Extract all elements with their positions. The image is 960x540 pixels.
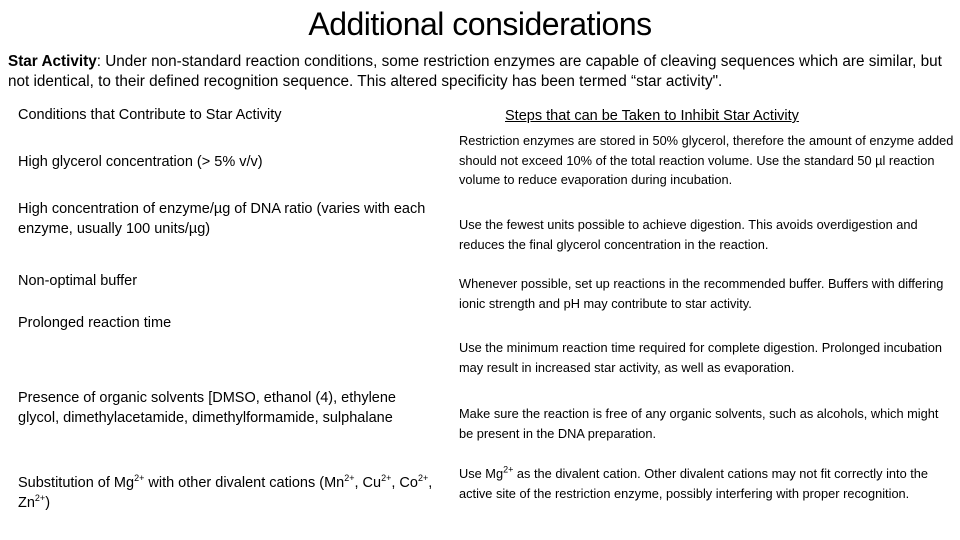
cation-superscript-3: 2+ — [381, 473, 392, 484]
step-no-solvents: Make sure the reaction is free of any organic solvents, such as alcohols, which might be present in the DNA preparation. — [459, 406, 939, 441]
mg-text-1: Use Mg — [459, 466, 504, 481]
condition-glycerol: High glycerol concentration (> 5% v/v) — [18, 154, 263, 170]
cation-text-4: , Co — [391, 475, 418, 491]
cation-text-1: Substitution of Mg — [18, 475, 135, 491]
step-recommended-buffer: Whenever possible, set up reactions in the recommended buffer. Buffers with differing ionic strength and pH may contribute to star activity. — [459, 276, 944, 311]
step-use-mg — [459, 464, 954, 503]
condition-divalent-cations — [18, 474, 438, 513]
mg-superscript: 2+ — [503, 464, 514, 475]
mg-text-2: as the divalent cation. Other divalent cations may not fit correctly into the active site of the restriction enzyme, possibly interfering with proper recognition. — [459, 466, 929, 501]
condition-enzyme-ratio: High concentration of enzyme/µg of DNA ratio (varies with each enzyme, usually 100 units/µg) — [18, 201, 426, 237]
intro-paragraph — [8, 52, 953, 92]
step-minimum-time: Use the minimum reaction time required for complete digestion. Prolonged incubation may result in increased star activity, as well as evaporation. — [459, 340, 942, 375]
cation-text-2: with other divalent cations (Mn — [144, 475, 345, 491]
condition-organic-solvents: Presence of organic solvents [DMSO, ethanol (4), ethylene glycol, dimethylacetamide, dimethylformamide, sulphalane — [18, 390, 396, 426]
cation-text-3: , Cu — [354, 475, 382, 491]
cation-superscript-1: 2+ — [134, 473, 145, 484]
cation-superscript-5: 2+ — [34, 492, 46, 503]
steps-header: Steps that can be Taken to Inhibit Star Activity — [505, 108, 799, 124]
cation-superscript-4: 2+ — [417, 473, 429, 484]
cation-text-5: , Zn — [18, 475, 433, 511]
intro-text: : Under non-standard reaction conditions, some restriction enzymes are capable of cleaving sequences which are similar, but not identical, to their defined recognition sequence. This altered specificity has been termed “star activity". — [8, 53, 942, 90]
conditions-header: Conditions that Contribute to Star Activity — [18, 107, 282, 123]
step-glycerol: Restriction enzymes are stored in 50% glycerol, therefore the amount of enzyme added should not exceed 10% of the total reaction volume. Use the standard 50 µl reaction volume to reduce evaporation during incubation. — [459, 133, 954, 187]
condition-buffer: Non-optimal buffer — [18, 273, 138, 289]
intro-lead: Star Activity — [8, 53, 97, 70]
cation-text-6: ) — [45, 494, 51, 511]
condition-reaction-time: Prolonged reaction time — [18, 315, 172, 331]
step-fewest-units: Use the fewest units possible to achieve digestion. This avoids overdigestion and reduces the final glycerol concentration in the reaction. — [459, 217, 918, 252]
slide-title: Additional considerations — [308, 6, 652, 42]
cation-superscript-2: 2+ — [344, 473, 355, 484]
